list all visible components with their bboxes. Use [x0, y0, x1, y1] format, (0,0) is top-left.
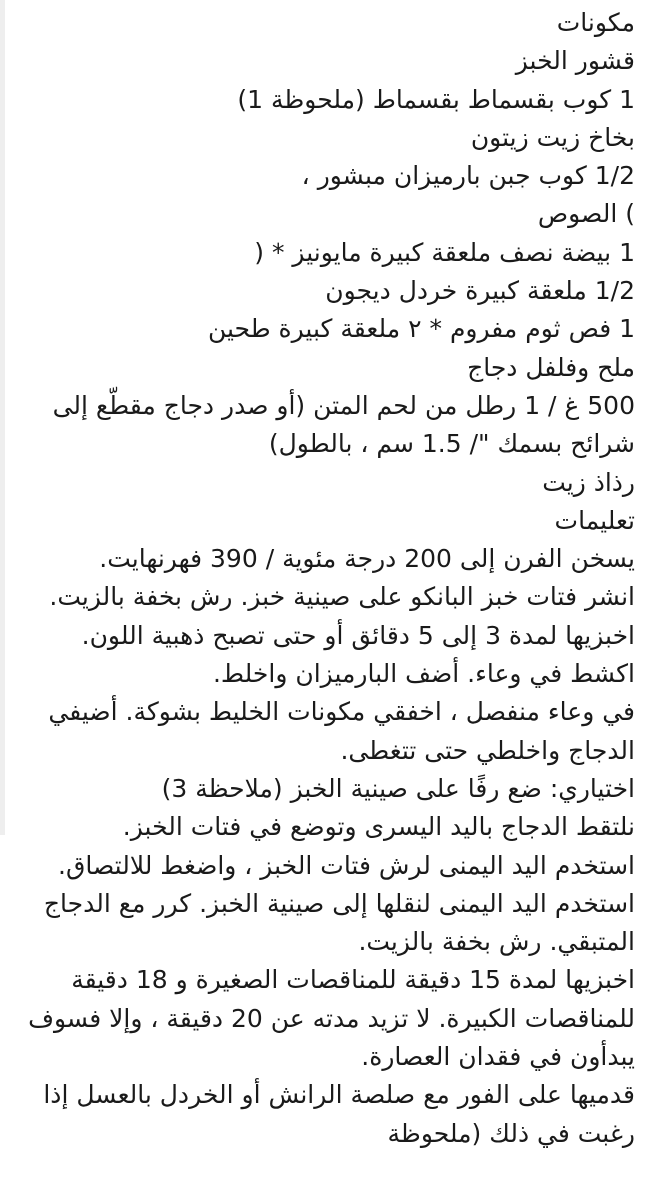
- ingredient-line: 1/2 ملعقة كبيرة خردل ديجون: [325, 276, 635, 306]
- recipe-document: [26, 4, 635, 1153]
- instruction-line: اخبزيها لمدة 15 دقيقة للمناقصات الصغيرة و 18 دقيقة للمناقصات الكبيرة. لا تزيد مدته عن 20 دقيقة ، وإلا فسوف يبدأون في فقدان العصارة.: [28, 965, 635, 1072]
- ingredient-line: 1/2 كوب جبن بارميزان مبشور ،: [301, 161, 635, 191]
- instruction-line: اكشط في وعاء. أضف البارميزان واخلط.: [212, 659, 635, 689]
- instruction-line: اخبزيها لمدة 3 إلى 5 دقائق أو حتى تصبح ذهبية اللون.: [81, 620, 635, 650]
- instruction-line: استخدم اليد اليمنى لنقلها إلى صينية الخبز. كرر مع الدجاج المتبقي. رش بخفة بالزيت.: [43, 888, 635, 957]
- ingredient-line: 1 فص ثوم مفروم * ٢ ملعقة كبيرة طحين: [207, 314, 635, 344]
- instruction-line: في وعاء منفصل ، اخفقي مكونات الخليط بشوكة. أضيفي الدجاج واخلطي حتى تتغطى.: [48, 697, 635, 765]
- ingredient-line: بخاخ زيت زيتون: [470, 122, 635, 152]
- instruction-line: يسخن الفرن إلى 200 درجة مئوية / 390 فهرنهايت.: [99, 544, 635, 574]
- ingredient-line: 500 غ / 1 رطل من لحم المتن (أو صدر دجاج مقطّع إلى شرائح بسمك "/ 1.5 سم ، بالطول): [52, 390, 635, 459]
- ingredient-line: رذاذ زيت: [542, 467, 635, 497]
- ingredient-line: ملح وفلفل دجاج: [467, 352, 635, 382]
- instruction-line: اختياري: ضع رفًا على صينية الخبز (ملاحظة 3): [161, 773, 635, 803]
- instruction-line: استخدم اليد اليمنى لرش فتات الخبز ، واضغط للالتصاق.: [58, 850, 635, 880]
- instruction-line: نلتقط الدجاج باليد اليسرى وتوضع في فتات الخبز.: [122, 812, 635, 842]
- left-margin-rule: [0, 0, 5, 835]
- section-heading-sauce: ) الصوص: [537, 199, 635, 229]
- instruction-line: انشر فتات خبز البانكو على صينية خبز. رش بخفة بالزيت.: [49, 582, 635, 612]
- ingredient-line: 1 بيضة نصف ملعقة كبيرة مايونيز * (: [254, 237, 635, 267]
- ingredient-line: 1 كوب بقسماط بقسماط (ملحوظة 1): [237, 84, 635, 114]
- ingredients-heading: مكونات: [556, 8, 635, 37]
- section-heading-bread-crust: قشور الخبز: [515, 46, 635, 76]
- instruction-line: قدميها على الفور مع صلصة الرانش أو الخردل بالعسل إذا رغبت في ذلك (ملحوظة: [43, 1080, 635, 1148]
- instructions-heading: تعليمات: [554, 505, 635, 535]
